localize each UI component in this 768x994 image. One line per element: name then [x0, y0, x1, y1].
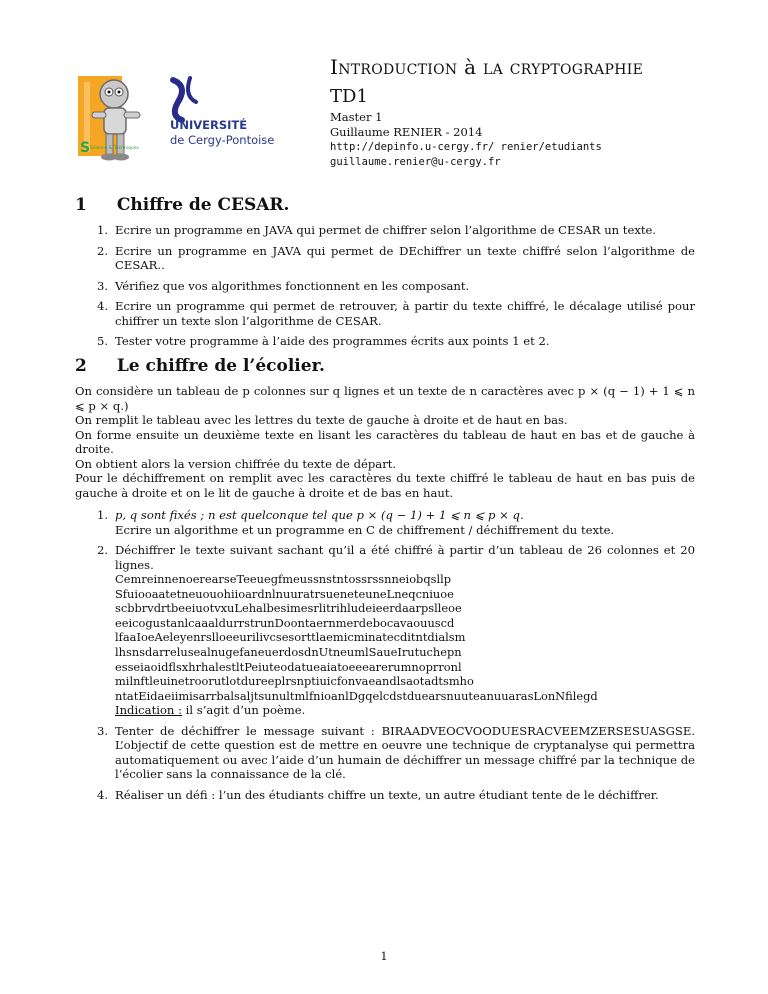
indication-line — [115, 703, 695, 718]
list-item: 2. Ecrire un programme en JAVA qui permet de DEchiffrer un texte chiffré selon l’algorithme de CESAR.. — [97, 243, 695, 272]
intro-paragraph: On considère un tableau de p colonnes sur q lignes et un texte de n caractères avec p × (q − 1) + 1 ⩽ n ⩽ p × q.) — [75, 384, 695, 413]
list-item: 4. Ecrire un programme qui permet de retrouver, à partir du texte chiffré, le décalage utilisé pour chiffrer un texte slon l’algorithme de CESAR. — [97, 299, 695, 328]
section-number: 2 — [75, 356, 87, 376]
list-item: 3. Tenter de déchiffrer le message suivant : BIRAADVEOCVOODUESRACVEEMZERSESUASGSE. L’objectif de cette question est de mettre en oeuvre une technique de cryptanalyse qui permettra automatiquement ou avec l’aide d’un humain de déchiffrer un message chiffré par la technique de l’écolier sans la connaissance de la clé. — [97, 723, 695, 782]
section-number: 1 — [75, 195, 87, 215]
list-item: 4. Réaliser un défi : l’un des étudiants chiffre un texte, un autre étudiant tente de le déchiffrer. — [97, 788, 695, 803]
section-heading — [75, 195, 695, 215]
paragraph: On forme ensuite un deuxième texte en lisant les caractères du tableau de haut en bas et de gauche à droite. — [75, 427, 695, 456]
item-line: p, q sont fixés ; n est quelconque tel que p × (q − 1) + 1 ⩽ n ⩽ p × q. — [115, 508, 524, 522]
item-line: Ecrire un algorithme et un programme en C de chiffrement / déchiffrement du texte. — [115, 522, 615, 537]
section-title: Chiffre de CESAR. — [116, 195, 290, 215]
cipher-line: lfaaIoeAeleyenrslloeeurilivcsesorttlaemicminatecditntdialsm — [115, 630, 466, 645]
cipher-line: CemreinnenoerearseTeeuegfmeussnstntossrssnneiobqsllp — [115, 572, 452, 586]
item-text: Déchiffrer le texte suivant sachant qu’il a été chiffré à partir d’un tableau de 26 colonnes et 20 lignes. — [115, 543, 695, 572]
university-name-line1: UNIVERSITÉ — [170, 118, 248, 132]
course-level: Master 1 — [330, 110, 383, 124]
list-item: 5. Tester votre programme à l’aide des programmes écrits aux points 1 et 2. — [97, 334, 550, 348]
svg-text:S: S — [80, 140, 91, 156]
science-techniques-label: Science & Techniques — [90, 146, 139, 151]
author-email: guillaume.renier@u-cergy.fr — [330, 156, 501, 168]
paragraph: Pour le déchiffrement on remplit avec les caractères du texte chiffré le tableau de haut en bas puis de gauche à droite et on le lit de gauche à droite et de bas en haut. — [75, 471, 695, 500]
list-item: 1. Ecrire un programme en JAVA qui permet de chiffrer selon l’algorithme de CESAR un texte. — [97, 223, 657, 237]
cipher-line: eeicogustanlcaaaldurrstrunDoontaernmerdebocavaouuscd — [115, 615, 455, 630]
cipher-line: SfuiooaatetneuouohiioardnlnuuratrsueneteuneLneqcniuoe — [115, 586, 454, 601]
author-line: Guillaume RENIER - 2014 — [330, 125, 483, 139]
cipher-line: esseiaoidflsxhrhalestltPeiuteodatueaiatoeeearerumnoprronl — [115, 659, 462, 674]
title-a: à — [464, 55, 477, 79]
document-title — [330, 54, 740, 80]
item-text: Tenter de déchiffrer le message suivant : BIRAADVEOCVOODUESRACVEEMZERSESUASGSE. L’objectif de cette question est de mettre en oeuvre une technique de cryptanalyse qui permettra automatiquement ou avec l’aide d’un humain de déchiffrer un message chiffré par la technique de l’écolier sans la connaissance de la clé. — [115, 723, 695, 782]
exercise-list — [75, 508, 695, 802]
paragraph: On remplit le tableau avec les lettres du texte de gauche à droite et de haut en bas. — [75, 413, 568, 427]
indication-text: il s’agit d’un poème. — [182, 703, 306, 718]
exercise-list — [75, 223, 695, 349]
item-text: Réaliser un défi : l’un des étudiants chiffre un texte, un autre étudiant tente de le déchiffrer. — [115, 787, 659, 802]
document-subtitle: TD1 — [330, 86, 368, 107]
list-item: 1. p, q sont fixés ; n est quelconque tel que p × (q − 1) + 1 ⩽ n ⩽ p × q. Ecrire un algorithme et un programme en C de chiffrement / déchiffrement du texte. — [97, 508, 695, 537]
indication-label: Indication : — [115, 703, 182, 718]
page-number: 1 — [380, 950, 388, 963]
cipher-line: milnftleuinetroorutlotdureeplrsnptiuicfonvaeandlsaotadtsmho — [115, 674, 474, 689]
cipher-line: scbbrvdrtbeeiuotvxuLehalbesimesrlitrihludeieerdaarpslleoe — [115, 601, 462, 616]
cipher-line: lhsnsdarrelusealnugefaneuerdosdnUtneumlSaueIrutuchepn — [115, 644, 462, 659]
section-title: Le chiffre de l’écolier. — [116, 356, 325, 376]
university-logo — [78, 72, 310, 166]
section-cesar — [75, 195, 695, 355]
university-name-line2: de Cergy-Pontoise — [170, 133, 275, 147]
title-part2: la cryptographie — [483, 55, 644, 79]
list-item: 3. Vérifiez que vos algorithmes fonctionnent en les composant. — [97, 278, 470, 293]
author-url: http://depinfo.u-cergy.fr/ renier/etudiants — [330, 141, 602, 153]
paragraph: On obtient alors la version chiffrée du texte de départ. — [75, 456, 397, 471]
section-heading — [75, 356, 695, 376]
cipher-line: ntatEidaeiimisarrbalsaljtsunultmlfnioanlDgqelcdstduearsnuuteanuuarasLonNfilegd — [115, 688, 598, 703]
section-ecolier — [75, 356, 695, 808]
title-part1: Introduction — [330, 55, 458, 79]
document-header — [330, 54, 740, 170]
list-item: 2. Déchiffrer le texte suivant sachant qu’il a été chiffré à partir d’un tableau de 26 colonnes et 20 lignes. CemreinnenoerearseTeeuegfmeussnstntossrssnneiobqsllp SfuiooaatetneuouohiioardnlnuuratrsueneteuneLneqcniuoe scbbrvdrtbeeiuotvxuLehalbesimesrlitrihludeieerdaarpslleoe eeicogustanlcaaaldurrstrunDoontaernmerdebocavaouuscd lfaaIoeAeleyenrslloeeurilivcsesorttlaemicminatecditntdialsm lhsnsdarrelusealnugefaneuerdosdnUtneumlSaueIrutuchepn esseiaoidflsxhrhalestltPeiuteodatueaiatoeeearerumnoprronl milnftleuinetroorutlotdureeplrsnptiuicfonvaeandlsaotadtsmho ntatEidaeiimisarrbalsaljtsunultmlfnioanlDgqelcdstduearsnuuteanuuarasLonNfilegd Indication : il s’agit d’un poème. — [97, 543, 695, 718]
cipher-text-block — [115, 572, 695, 703]
